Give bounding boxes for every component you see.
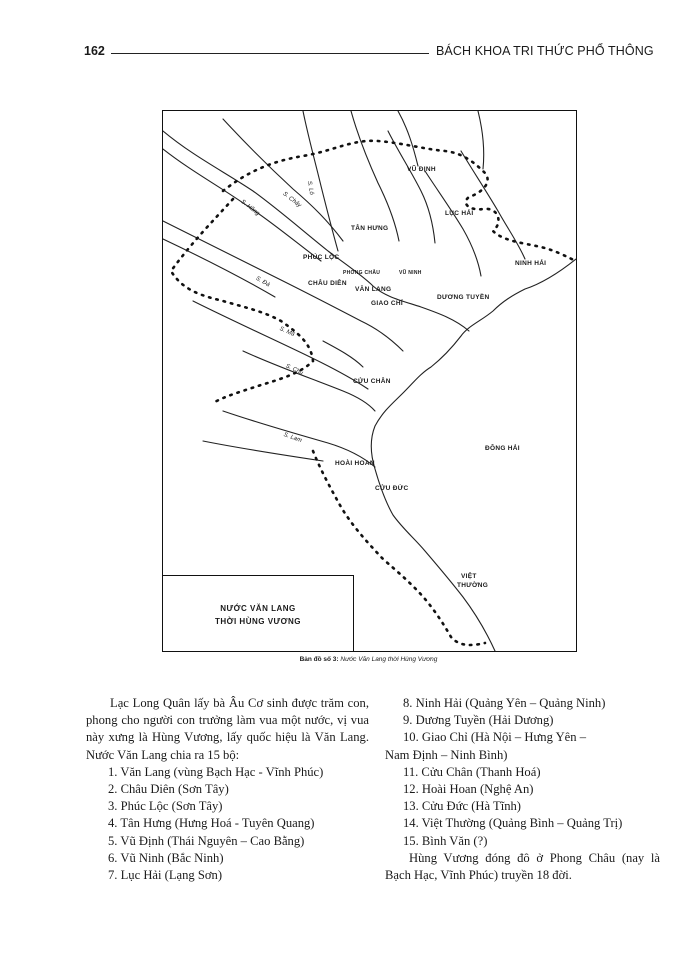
- place-cuu-duc: CỬU ĐỨC: [375, 485, 409, 492]
- place-phuc-loc: PHÚC LỘC: [303, 254, 340, 261]
- caption-label: Bản đồ số 3:: [299, 656, 339, 663]
- river-label-lo: S. Lô: [305, 180, 315, 196]
- river-gam: [351, 111, 399, 241]
- header-rule: [111, 53, 429, 54]
- river-thuong: [425, 171, 481, 276]
- river-ca-bank: [203, 441, 323, 461]
- list-item: 11. Cửu Chân (Thanh Hoá): [403, 764, 541, 779]
- list-item: 12. Hoài Hoan (Nghệ An): [403, 782, 534, 797]
- list-item: 5. Vũ Định (Thái Nguyên – Cao Bằng): [108, 833, 305, 848]
- river-misc-3: [323, 341, 363, 367]
- map-figure: [162, 110, 577, 652]
- text-column-left: [86, 695, 369, 884]
- place-tan-hung: TÂN HƯNG: [351, 225, 389, 232]
- text-column-right: [385, 695, 660, 884]
- place-giao-chi: GIAO CHỈ: [371, 300, 404, 307]
- map-title-line2: THỜI HÙNG VƯƠNG: [214, 617, 301, 626]
- place-van-lang: VĂN LANG: [355, 286, 392, 293]
- list-item: 2. Châu Diên (Sơn Tây): [108, 782, 229, 797]
- river-label-lam: S. Lam: [282, 431, 303, 445]
- closing-paragraph: Hùng Vương đóng đô ở Phong Châu (nay là Bạch Hạc, Vĩnh Phúc) truyền 18 đời.: [385, 850, 660, 883]
- place-phong-chau: PHONG CHÂU: [343, 270, 381, 276]
- list-item: 15. Bình Văn (?): [403, 833, 488, 848]
- place-vu-ninh: VŨ NINH: [399, 270, 422, 276]
- river-chay: [223, 119, 343, 241]
- place-vu-dinh: VŨ ĐỊNH: [407, 166, 436, 173]
- list-item-continuation: Nam Định – Ninh Bình): [385, 747, 508, 762]
- river-label-chay: S. Chảy: [281, 191, 302, 209]
- list-item: 8. Ninh Hải (Quảng Yên – Quảng Ninh): [403, 696, 606, 710]
- place-cuu-chan: CỬU CHÂN: [353, 378, 391, 385]
- place-hoai-hoan: HOÀI HOAN: [335, 460, 375, 467]
- page-number: 162: [84, 44, 105, 58]
- place-duong-tuyen: DƯƠNG TUYỀN: [437, 294, 490, 301]
- caption-text: Nước Văn Lang thời Hùng Vương: [340, 656, 438, 663]
- river-misc-1: [398, 111, 418, 166]
- map-title-box: [163, 575, 354, 652]
- river-label-hong: S. Hồng: [239, 198, 261, 218]
- list-left: [86, 764, 369, 884]
- page-header: [84, 44, 656, 64]
- place-thuong: THƯỜNG: [457, 582, 489, 589]
- list-item: 3. Phúc Lộc (Sơn Tây): [108, 799, 223, 814]
- map-caption: [162, 656, 575, 663]
- place-luc-hai: LỤC HẢI: [445, 210, 474, 217]
- intro-paragraph: Lạc Long Quân lấy bà Âu Cơ sinh được trăm con, phong cho người con trưởng làm vua một nước, vị vua này xưng là Hùng Vương, lấy quốc hiệu là Văn Lang. Nước Văn Lang chia ra 15 bộ:: [86, 696, 369, 762]
- place-viet: VIỆT: [461, 573, 477, 580]
- river-ma: [193, 301, 368, 389]
- list-item: 7. Lục Hải (Lạng Sơn): [108, 868, 223, 883]
- river-label-da: S. Đà: [254, 275, 271, 289]
- river-hong: [163, 131, 469, 331]
- river-label-ma: S. Mã: [278, 325, 296, 339]
- list-item: 9. Dương Tuyền (Hải Dương): [403, 713, 554, 728]
- place-ninh-hai: NINH HẢI: [515, 260, 547, 267]
- list-item: 4. Tân Hưng (Hưng Hoá - Tuyên Quang): [108, 816, 315, 831]
- coastline: [371, 259, 576, 651]
- list-item: 14. Việt Thường (Quảng Bình – Quảng Trị): [403, 816, 623, 831]
- place-chau-dien: CHÂU DIÊN: [308, 280, 347, 287]
- list-item: 6. Vũ Ninh (Bắc Ninh): [108, 850, 224, 865]
- place-dong-hai: ĐÔNG HẢI: [485, 445, 520, 452]
- map-title-line1: NƯỚC VĂN LANG: [220, 604, 296, 613]
- list-item: 1. Văn Lang (vùng Bạch Hạc - Vĩnh Phúc): [108, 764, 324, 779]
- border-north: [223, 141, 576, 261]
- book-title: BÁCH KHOA TRI THỨC PHỔ THÔNG: [436, 44, 654, 58]
- river-misc-2: [478, 111, 484, 169]
- river-label-chu: S. Chu: [284, 363, 304, 377]
- list-item: 13. Cửu Đức (Hà Tĩnh): [403, 799, 521, 814]
- list-item: 10. Giao Chỉ (Hà Nội – Hưng Yên –: [403, 730, 586, 745]
